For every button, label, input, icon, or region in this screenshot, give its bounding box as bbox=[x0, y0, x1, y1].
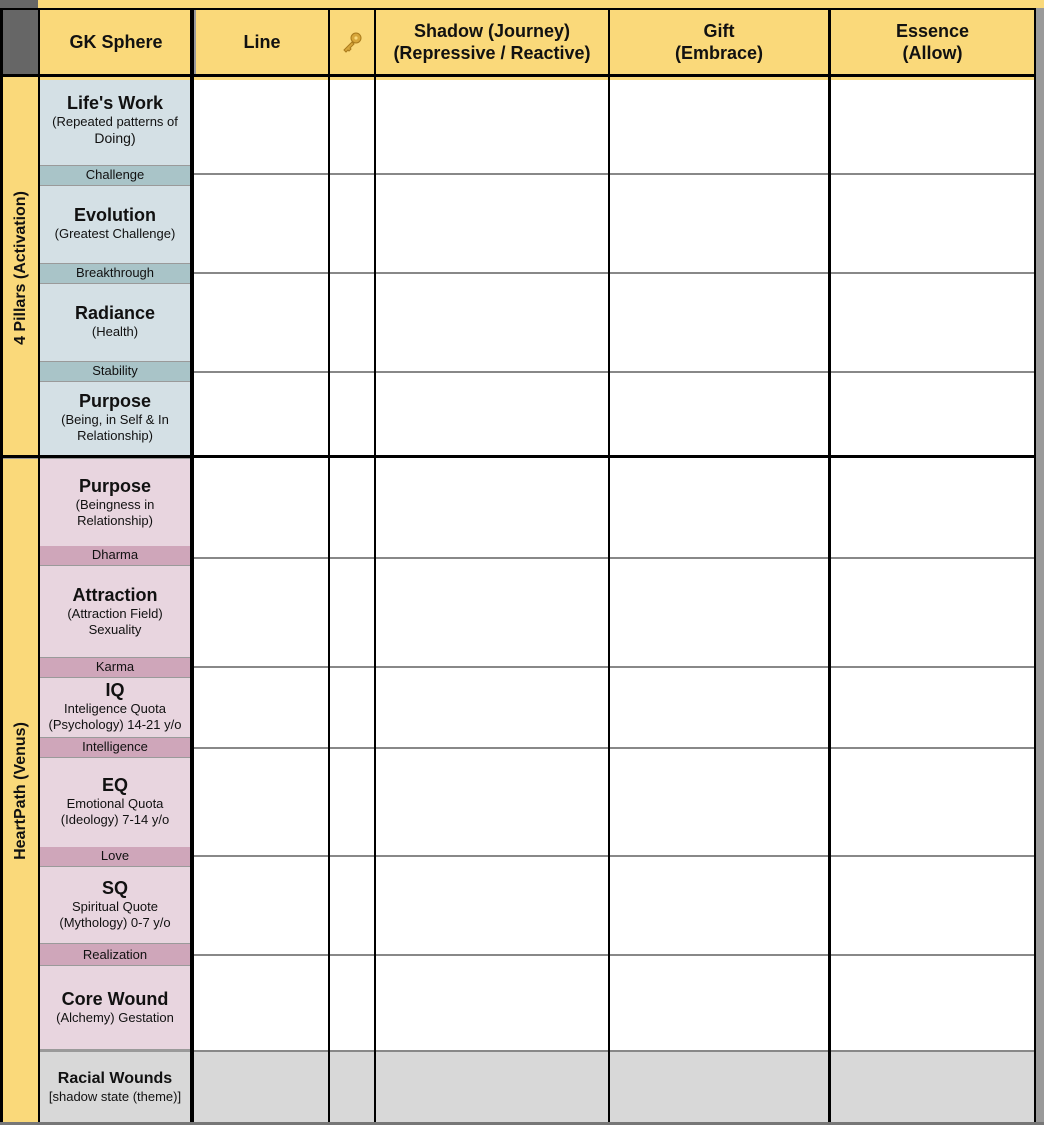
header-shadow[interactable]: Shadow (Journey) (Repressive / Reactive) bbox=[376, 10, 608, 74]
key-icon bbox=[341, 31, 363, 53]
col-line bbox=[374, 8, 376, 1125]
sphere-evolution[interactable]: Evolution (Greatest Challenge) bbox=[40, 186, 190, 263]
corner-cell bbox=[3, 10, 38, 74]
row-line bbox=[194, 855, 1034, 857]
band-realization: Realization bbox=[40, 944, 190, 965]
col-line bbox=[190, 8, 194, 1125]
corner-top bbox=[0, 0, 38, 8]
col-line bbox=[328, 8, 330, 1125]
racial-row-cells[interactable] bbox=[194, 1052, 1034, 1122]
band-intelligence: Intelligence bbox=[40, 738, 190, 757]
group-divider bbox=[0, 455, 1036, 458]
top-border bbox=[0, 8, 1036, 10]
band-challenge: Challenge bbox=[40, 166, 190, 185]
sphere-purpose-heart[interactable]: Purpose (Beingness in Relationship) bbox=[40, 459, 190, 546]
band-breakthrough: Breakthrough bbox=[40, 264, 190, 283]
sphere-attraction[interactable]: Attraction (Attraction Field) Sexuality bbox=[40, 566, 190, 657]
col-line bbox=[1034, 8, 1036, 1125]
sphere-racial-wounds[interactable]: Racial Wounds [shadow state (theme)] bbox=[40, 1052, 190, 1122]
col-line bbox=[828, 8, 831, 1125]
sphere-purpose-pillar[interactable]: Purpose (Being, in Self & In Relationship) bbox=[40, 382, 190, 456]
band-dharma: Dharma bbox=[40, 546, 190, 565]
top-strip bbox=[0, 0, 1044, 8]
col-line bbox=[0, 8, 3, 1125]
header-key[interactable] bbox=[330, 10, 374, 74]
band-karma: Karma bbox=[40, 658, 190, 677]
band-love: Love bbox=[40, 847, 190, 866]
row-line bbox=[194, 371, 1034, 373]
col-line bbox=[38, 8, 40, 1125]
sphere-sq[interactable]: SQ Spiritual Quote (Mythology) 0-7 y/o bbox=[40, 867, 190, 943]
header-gk-sphere[interactable]: GK Sphere bbox=[40, 10, 192, 74]
sphere-iq[interactable]: IQ Inteligence Quota (Psychology) 14-21 y/o bbox=[40, 678, 190, 737]
col-line bbox=[608, 8, 610, 1125]
data-grid[interactable] bbox=[194, 80, 1034, 1052]
row-line bbox=[194, 173, 1034, 175]
row-line bbox=[194, 954, 1034, 956]
header-gift[interactable]: Gift (Embrace) bbox=[610, 10, 828, 74]
group-label-pillars: 4 Pillars (Activation) bbox=[3, 80, 38, 456]
sphere-radiance[interactable]: Radiance (Health) bbox=[40, 284, 190, 361]
sphere-lifes-work[interactable]: Life's Work (Repeated patterns of Doing) bbox=[40, 80, 190, 165]
row-line bbox=[194, 747, 1034, 749]
row-line bbox=[194, 1050, 1034, 1052]
header-line[interactable]: Line bbox=[196, 10, 328, 74]
sphere-core-wound[interactable]: Core Wound (Alchemy) Gestation bbox=[40, 966, 190, 1049]
group-label-heartpath: HeartPath (Venus) bbox=[3, 459, 38, 1122]
row-line bbox=[194, 557, 1034, 559]
row-line bbox=[194, 666, 1034, 668]
header-essence[interactable]: Essence (Allow) bbox=[831, 10, 1034, 74]
band-stability: Stability bbox=[40, 362, 190, 381]
sphere-eq[interactable]: EQ Emotional Quota (Ideology) 7-14 y/o bbox=[40, 758, 190, 847]
row-line bbox=[194, 272, 1034, 274]
